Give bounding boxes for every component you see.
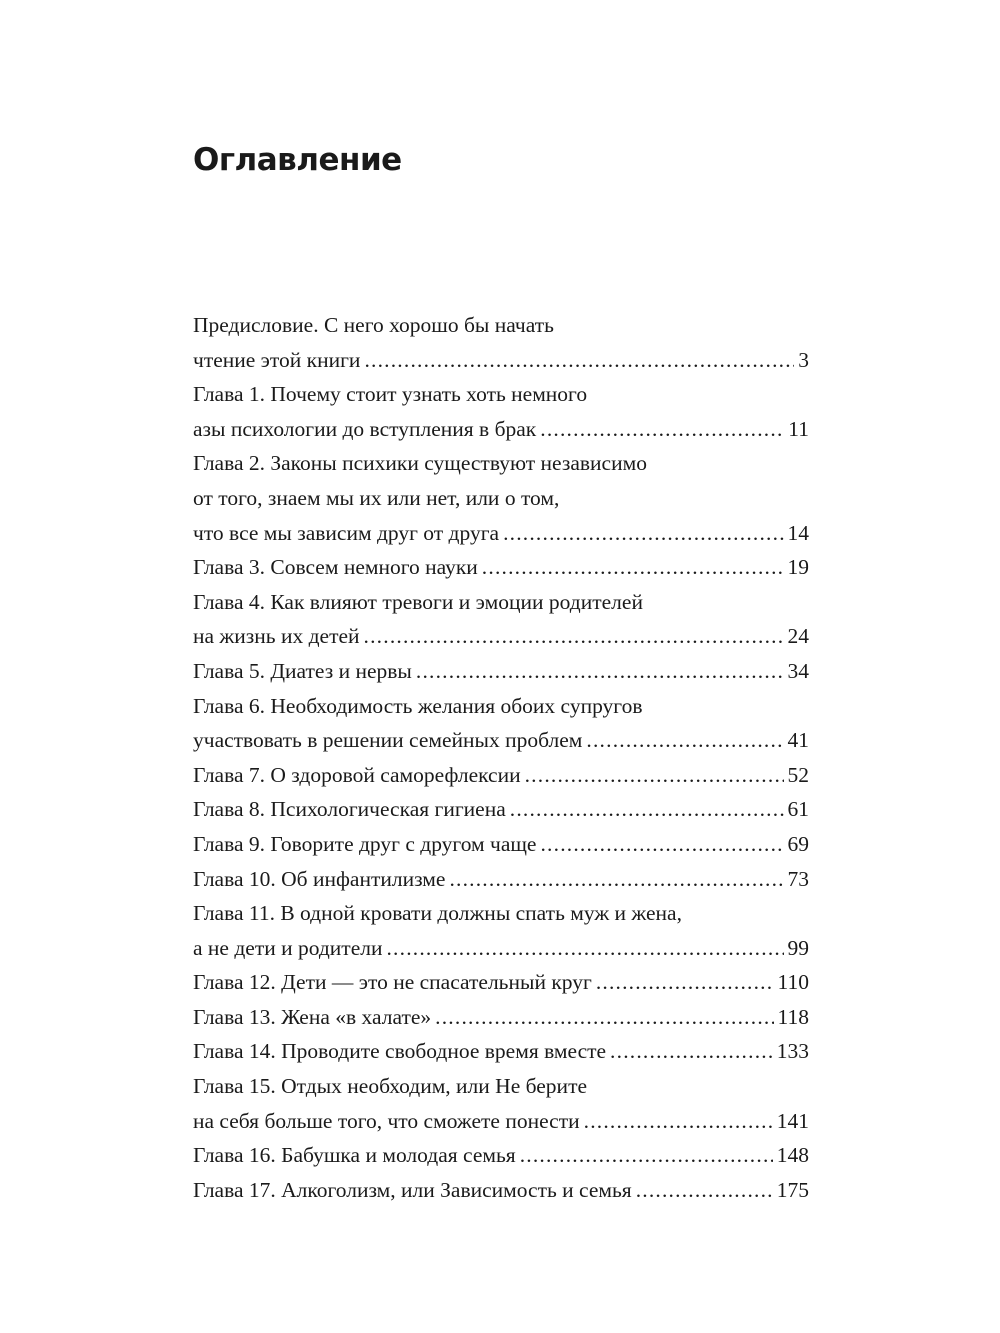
- dot-leader: [416, 654, 784, 689]
- toc-entry: [193, 550, 809, 585]
- toc-entry-title-line: Глава 3. Совсем немного науки: [193, 555, 478, 580]
- toc-entry-last-line: [193, 654, 809, 689]
- toc-entry-last-line: [193, 550, 809, 585]
- toc-entry-title-line: Глава 13. Жена «в халате»: [193, 1004, 432, 1029]
- toc-entry-last-line: [193, 1000, 809, 1035]
- toc-entry-title-line: Глава 9. Говорите друг с другом чаще: [193, 831, 537, 856]
- toc-entry-title-line: Глава 15. Отдых необходим, или Не берите: [193, 1074, 588, 1099]
- toc-entry: [193, 1000, 809, 1035]
- toc-entry: [193, 1138, 809, 1173]
- toc-page-number: 110: [777, 970, 809, 995]
- toc-entry-title-line: Глава 7. О здоровой саморефлексии: [193, 762, 521, 787]
- dot-leader: [636, 1173, 773, 1208]
- toc-page-number: 52: [787, 762, 809, 787]
- toc-entry-title-line: Глава 8. Психологическая гигиена: [193, 797, 506, 822]
- toc-entry-title-line: Глава 11. В одной кровати должны спать муж и жена,: [193, 901, 682, 926]
- dot-leader: [596, 965, 774, 1000]
- dot-leader: [435, 1000, 773, 1035]
- toc-entry-title-line: Глава 6. Необходимость желания обоих супругов: [193, 693, 643, 718]
- dot-leader: [586, 723, 783, 758]
- toc-entry-last-line: [193, 1138, 809, 1173]
- toc-entry: [193, 377, 809, 446]
- toc-entry-last-line: [193, 516, 809, 551]
- toc-entry: [193, 1069, 809, 1138]
- toc-entry-title-line: чтение этой книги: [193, 347, 361, 372]
- toc-entry-last-line: [193, 1034, 809, 1069]
- toc-entry-last-line: [193, 758, 809, 793]
- toc-entry-title-line: участвовать в решении семейных проблем: [193, 728, 583, 753]
- toc-page-number: 61: [787, 797, 809, 822]
- dot-leader: [525, 758, 784, 793]
- toc-entry-last-line: [193, 723, 809, 758]
- toc-page-number: 133: [776, 1039, 809, 1064]
- dot-leader: [364, 619, 784, 654]
- toc-page-number: 175: [776, 1177, 809, 1202]
- toc-entry: [193, 654, 809, 689]
- dot-leader: [540, 412, 784, 447]
- toc-entry-title-line: Глава 2. Законы психики существуют независимо: [193, 451, 647, 476]
- toc-entry: [193, 896, 809, 965]
- dot-leader: [386, 931, 783, 966]
- table-of-contents: [193, 308, 809, 1207]
- toc-entry-title-line: Глава 17. Алкоголизм, или Зависимость и семья: [193, 1177, 632, 1202]
- toc-entry-title-line: а не дети и родители: [193, 935, 383, 960]
- toc-entry-title-line: Глава 12. Дети — это не спасательный круг: [193, 970, 592, 995]
- toc-page-number: 24: [787, 624, 809, 649]
- toc-entry-title-line: Глава 16. Бабушка и молодая семья: [193, 1143, 516, 1168]
- dot-leader: [520, 1138, 773, 1173]
- toc-entry-title-line: Глава 5. Диатез и нервы: [193, 658, 412, 683]
- toc-entry: [193, 308, 809, 377]
- toc-entry-title-line: на себя больше того, что сможете понести: [193, 1108, 580, 1133]
- toc-entry-title-line: Глава 4. Как влияют тревоги и эмоции родителей: [193, 589, 643, 614]
- toc-page-number: 19: [787, 555, 809, 580]
- toc-entry-last-line: [193, 931, 809, 966]
- toc-entry-last-line: [193, 827, 809, 862]
- toc-page-number: 3: [798, 347, 809, 372]
- dot-leader: [584, 1104, 773, 1139]
- toc-page-number: 41: [787, 728, 809, 753]
- toc-page-number: 99: [787, 935, 809, 960]
- toc-entry: [193, 965, 809, 1000]
- toc-entry: [193, 792, 809, 827]
- toc-entry: [193, 585, 809, 654]
- toc-entry: [193, 827, 809, 862]
- dot-leader: [540, 827, 783, 862]
- toc-entry-title-line: Глава 1. Почему стоит узнать хоть немного: [193, 382, 588, 407]
- toc-page-number: 148: [776, 1143, 809, 1168]
- toc-entry-last-line: [193, 343, 809, 378]
- toc-page-number: 73: [787, 866, 809, 891]
- dot-leader: [610, 1034, 773, 1069]
- toc-entry-title-line: Предисловие. С него хорошо бы начать: [193, 313, 554, 337]
- toc-page-number: 14: [787, 520, 809, 545]
- toc-entry-title-line: что все мы зависим друг от друга: [193, 520, 500, 545]
- toc-page-number: 34: [787, 658, 809, 683]
- dot-leader: [449, 862, 783, 897]
- toc-entry-last-line: [193, 1173, 809, 1208]
- toc-entry-title-line: от того, знаем мы их или нет, или о том,: [193, 485, 560, 510]
- toc-entry-last-line: [193, 412, 809, 447]
- page-title: Оглавление: [193, 142, 402, 178]
- toc-entry-last-line: [193, 619, 809, 654]
- toc-entry: [193, 1173, 809, 1208]
- toc-entry-last-line: [193, 862, 809, 897]
- toc-entry-last-line: [193, 965, 809, 1000]
- dot-leader: [364, 343, 794, 378]
- toc-page-number: 11: [788, 416, 809, 441]
- dot-leader: [503, 516, 783, 551]
- toc-page-number: 69: [787, 831, 809, 856]
- toc-entry-title-line: азы психологии до вступления в брак: [193, 416, 537, 441]
- toc-entry: [193, 862, 809, 897]
- dot-leader: [510, 792, 784, 827]
- toc-entry: [193, 758, 809, 793]
- toc-entry: [193, 1034, 809, 1069]
- toc-page-number: 118: [777, 1004, 809, 1029]
- toc-entry-title-line: Глава 14. Проводите свободное время вместе: [193, 1039, 607, 1064]
- toc-entry: [193, 446, 809, 550]
- dot-leader: [482, 550, 784, 585]
- toc-entry-title-line: на жизнь их детей: [193, 624, 360, 649]
- toc-entry-last-line: [193, 792, 809, 827]
- toc-entry-last-line: [193, 1104, 809, 1139]
- toc-entry: [193, 689, 809, 758]
- toc-page-number: 141: [776, 1108, 809, 1133]
- toc-entry-title-line: Глава 10. Об инфантилизме: [193, 866, 446, 891]
